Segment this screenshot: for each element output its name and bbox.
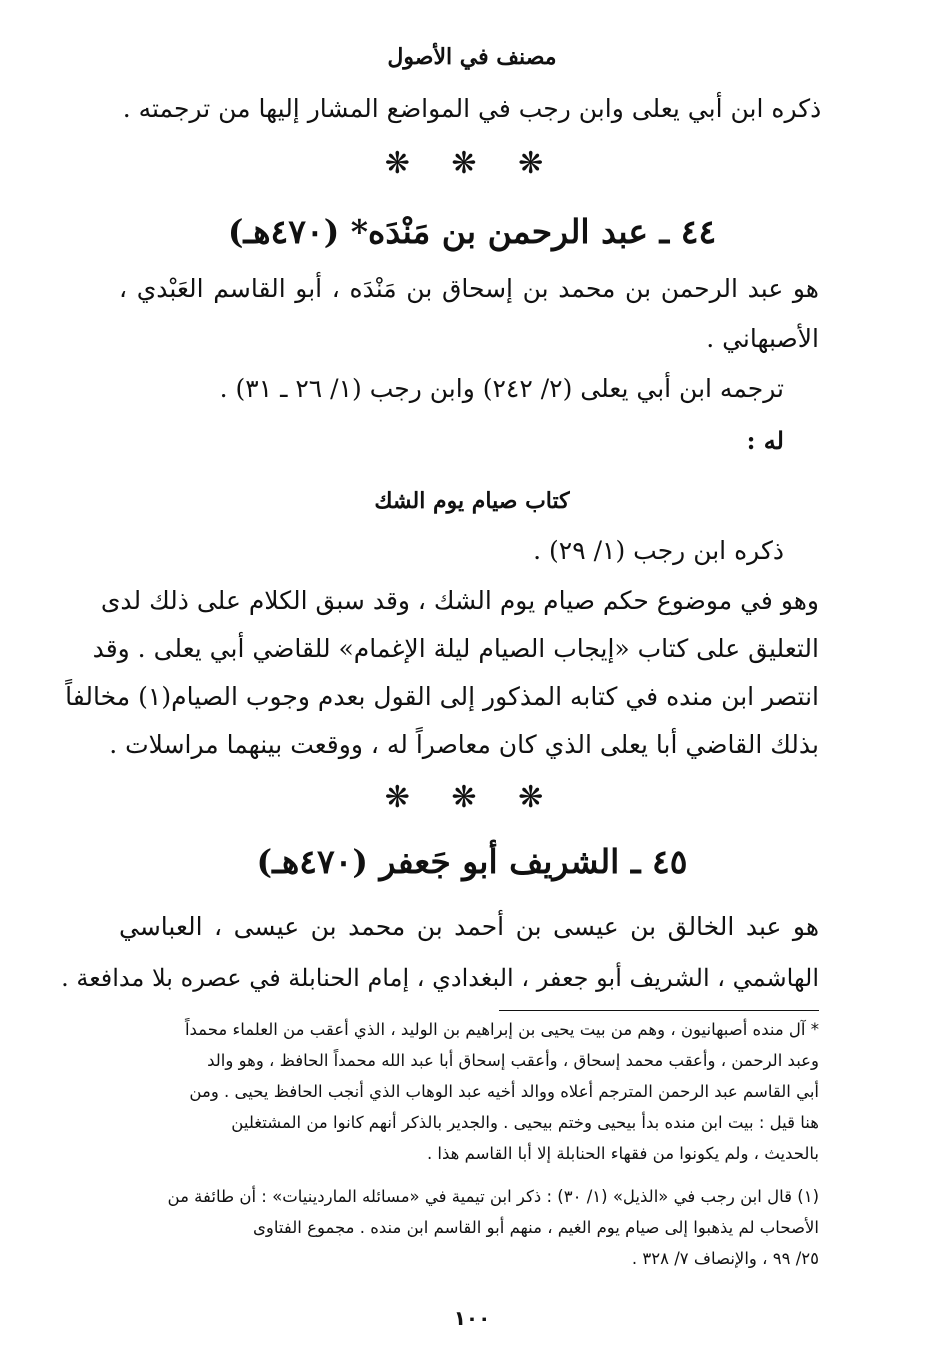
footnote-line-1: * آل منده أصبهانيون ، وهم من بيت يحيى بن إبراهيم بن الوليد ، الذي أعقب من العلماء محمداً — [184, 1020, 819, 1039]
footnote-line-7: الأصحاب لم يذهبوا إلى صيام يوم الغيم ، منهم أبو القاسم ابن منده . مجموع الفتاوى — [253, 1218, 819, 1237]
footnote-line-8: ٢٥/ ٩٩ ، والإنصاف ٧/ ٣٢٨ . — [631, 1249, 819, 1268]
section-heading: مصنف في الأصول — [387, 44, 557, 70]
entry-44-lahu: له : — [746, 426, 784, 455]
book-title: كتاب صيام يوم الشك — [374, 488, 570, 514]
entry-45-title: ٤٥ ـ الشريف أبو جَعفر (٤٧٠هـ) — [256, 842, 688, 881]
separator-stars: ❋ ❋ ❋ — [384, 146, 560, 181]
entry-45-bio-line-2: الهاشمي ، الشريف أبو جعفر ، البغدادي ، إمام الحنابلة في عصره بلا مدافعة . — [61, 964, 819, 992]
footnote-line-4: هنا قيل : بيت ابن منده بدأ بيحيى وختم بيحيى . والجدير بالذكر أنهم كانوا من المشتغلين — [231, 1113, 819, 1132]
entry-44-bio-line-2: الأصبهاني . — [706, 324, 819, 353]
book-reference: ذكره ابن رجب (١/ ٢٩) . — [533, 536, 784, 565]
footnote-separator — [499, 1010, 819, 1011]
paragraph-line-1: وهو في موضوع حكم صيام يوم الشك ، وقد سبق الكلام على ذلك لدى — [100, 586, 819, 615]
paragraph-line-4: بذلك القاضي أبا يعلى الذي كان معاصراً له ، ووقعت بينهما مراسلات . — [109, 730, 819, 759]
entry-44-bio-line-1: هو عبد الرحمن بن محمد بن إسحاق بن مَنْدَه ، أبو القاسم العَبْدي ، — [119, 274, 819, 303]
footnote-line-2: وعبد الرحمن ، وأعقب محمد إسحاق ، وأعقب إسحاق أبا عبد الله محمداً الحافظ ، وهو والد — [207, 1051, 819, 1070]
entry-44-translation-ref: ترجمه ابن أبي يعلى (٢/ ٢٤٢) وابن رجب (١/ ٢٦ ـ ٣١) . — [219, 374, 784, 403]
entry-45-bio-line-1: هو عبد الخالق بن عيسى بن أحمد بن محمد بن عيسى ، العباسي — [119, 912, 819, 941]
reference-line: ذكره ابن أبي يعلى وابن رجب في المواضع المشار إليها من ترجمته . — [122, 94, 822, 123]
footnote-line-5: بالحديث ، ولم يكونوا من فقهاء الحنابلة إلا أبا القاسم هذا . — [426, 1144, 819, 1163]
page-number: ١٠٠ — [453, 1306, 491, 1330]
footnote-line-3: أبي القاسم عبد الرحمن المترجم أعلاه ووالد أخيه عبد الوهاب الذي أنجب الحافظ يحيى . ومن — [189, 1082, 819, 1101]
paragraph-line-3: انتصر ابن منده في كتابه المذكور إلى القول بعدم وجوب الصيام(١) مخالفاً — [65, 682, 819, 711]
separator-stars-2: ❋ ❋ ❋ — [384, 780, 560, 815]
entry-44-title: ٤٤ ـ عبد الرحمن بن مَنْدَه* (٤٧٠هـ) — [227, 212, 717, 251]
footnote-line-6: (١) قال ابن رجب في «الذيل» (١/ ٣٠) : ذكر ابن تيمية في «مسائله الماردينيات» : أن طائفة من — [167, 1187, 819, 1206]
paragraph-line-2: التعليق على كتاب «إيجاب الصيام ليلة الإغمام» للقاضي أبي يعلى . وقد — [92, 634, 819, 663]
